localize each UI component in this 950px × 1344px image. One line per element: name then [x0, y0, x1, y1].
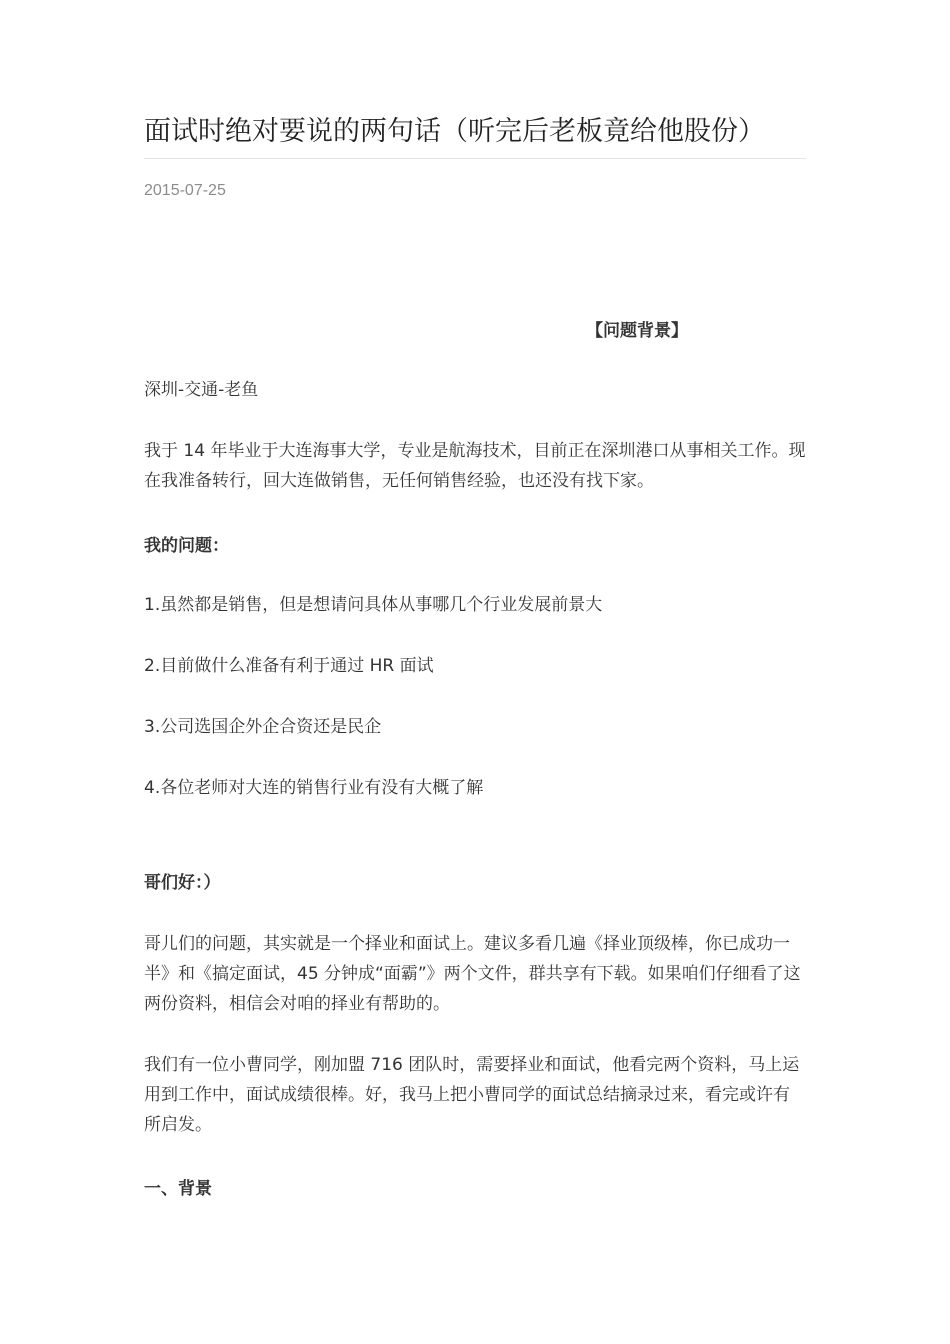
reply-paragraph-1: 哥儿们的问题，其实就是一个择业和面试上。建议多看几遍《择业顶级棒，你已成功一半》和《搞定面试，45 分钟成“面霸”》两个文件，群共享有下载。如果咱们仔细看了这两份资料，相信会对咱的择业有帮助的。: [144, 934, 801, 1014]
title-divider: [144, 158, 806, 159]
reply-paragraph-2: 我们有一位小曹同学，刚加盟 716 团队时，需要择业和面试，他看完两个资料，马上运用到工作中，面试成绩很棒。好，我马上把小曹同学的面试总结摘录过来，看完或许有所启发。: [144, 1055, 800, 1135]
greeting: 哥们好：）: [144, 873, 221, 893]
intro-paragraph: 我于 14 年毕业于大连海事大学，专业是航海技术，目前正在深圳港口从事相关工作。现在我准备转行，回大连做销售，无任何销售经验，也还没有找下家。: [144, 441, 806, 491]
question-item: 2.目前做什么准备有利于通过 HR 面试: [144, 656, 434, 676]
question-item: 3.公司选国企外企合资还是民企: [144, 717, 382, 737]
article-title: 面试时绝对要说的两句话（听完后老板竟给他股份）: [144, 116, 765, 147]
author-line: 深圳-交通-老鱼: [144, 380, 259, 400]
section-heading-1: 一、背景: [144, 1179, 212, 1199]
section-heading-background: 【问题背景】: [586, 321, 688, 341]
questions-heading: 我的问题：: [144, 536, 229, 556]
publish-date: 2015-07-25: [144, 182, 226, 199]
question-item: 4.各位老师对大连的销售行业有没有大概了解: [144, 778, 484, 798]
question-item: 1.虽然都是销售，但是想请问具体从事哪几个行业发展前景大: [144, 595, 603, 615]
